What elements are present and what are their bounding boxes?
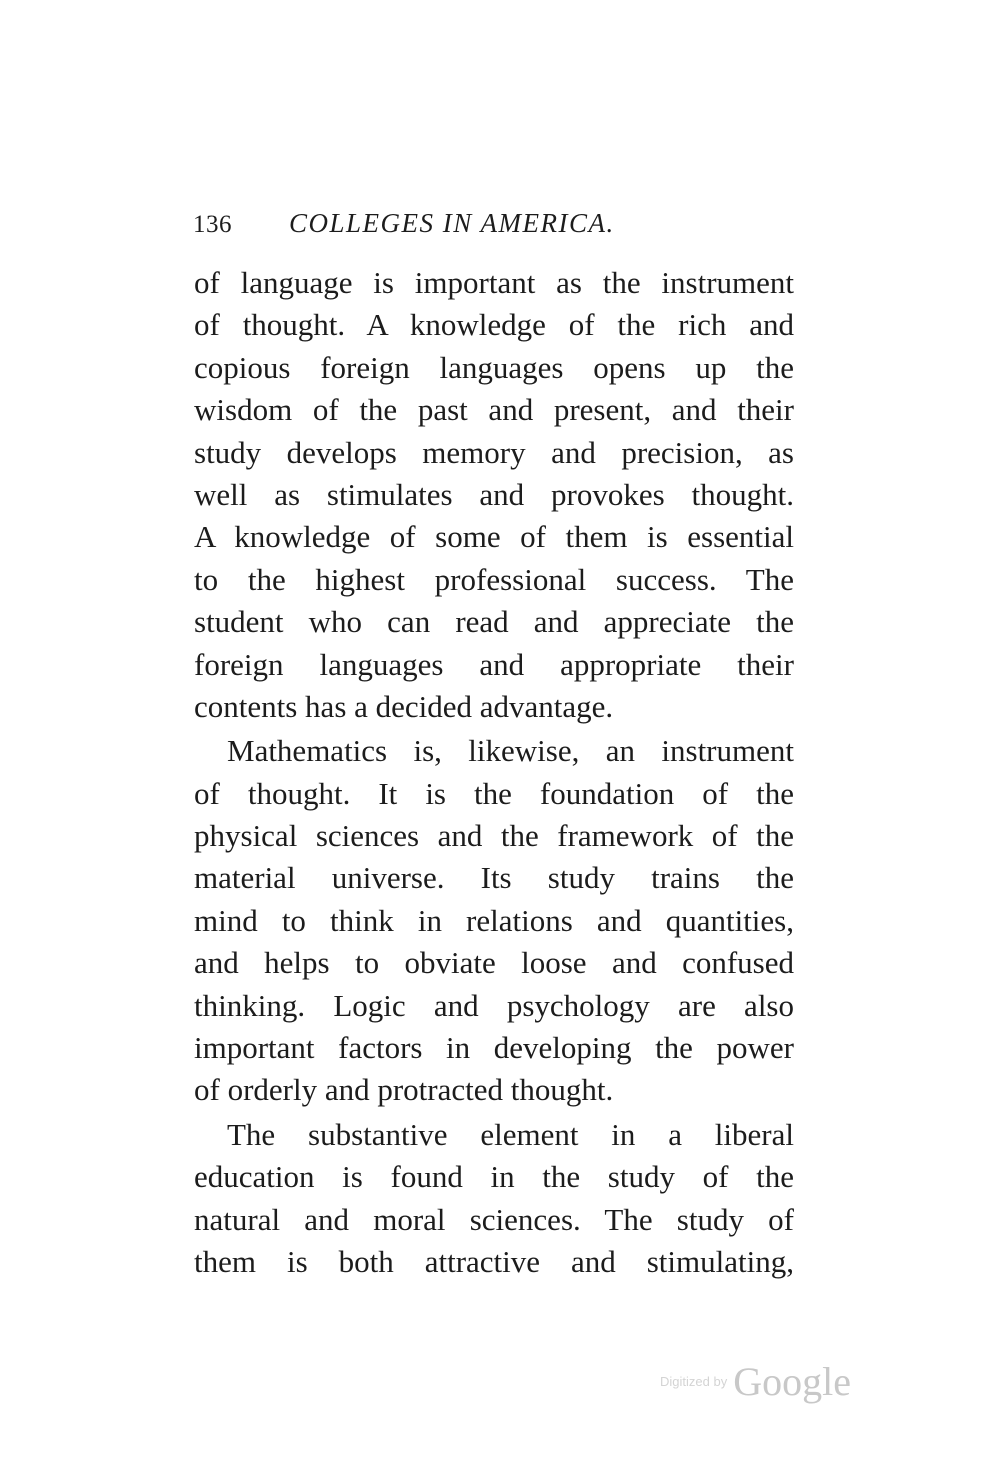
text-line: education is found in the study of the — [194, 1159, 794, 1195]
text-line: material universe. Its study trains the — [194, 860, 794, 896]
paragraph-2 — [194, 730, 794, 1112]
google-logo-text: Google — [733, 1359, 851, 1404]
watermark-prefix: Digitized by — [660, 1374, 728, 1389]
text-line: important factors in developing the power — [194, 1030, 794, 1066]
text-line: study develops memory and precision, as — [194, 434, 794, 470]
text-line: foreign languages and appropriate their — [194, 646, 794, 682]
text-line: The substantive element in a liberal — [227, 1116, 794, 1152]
text-line: to the highest professional success. The — [194, 561, 794, 597]
text-line: student who can read and appreciate the — [194, 604, 794, 640]
text-line: natural and moral sciences. The study of — [194, 1201, 794, 1237]
text-line: physical sciences and the framework of the — [194, 818, 794, 854]
text-line: Mathematics is, likewise, an instrument — [227, 733, 794, 769]
text-line: contents has a decided advantage. — [194, 688, 614, 724]
text-line: of thought. A knowledge of the rich and — [194, 307, 794, 343]
text-line: and helps to obviate loose and confused — [194, 945, 794, 981]
page-number: 136 — [193, 211, 232, 238]
body-text — [194, 262, 794, 1283]
text-line: them is both attractive and stimulating, — [194, 1243, 794, 1279]
paragraph-1 — [194, 262, 794, 728]
text-line: of orderly and protracted thought. — [194, 1072, 614, 1108]
text-line: thinking. Logic and psychology are also — [194, 987, 794, 1023]
text-line: A knowledge of some of them is essential — [194, 519, 794, 555]
running-head — [193, 203, 793, 243]
text-line: copious foreign languages opens up the — [194, 349, 794, 385]
digitized-by-google-watermark — [660, 1358, 860, 1418]
text-line: of thought. It is the foundation of the — [194, 775, 794, 811]
text-line: mind to think in relations and quantities, — [194, 902, 794, 938]
text-line: of language is important as the instrument — [194, 265, 794, 300]
paragraph-3 — [194, 1114, 794, 1284]
text-line: wisdom of the past and present, and their — [194, 392, 794, 428]
text-line: well as stimulates and provokes thought. — [194, 476, 794, 512]
running-title: COLLEGES IN AMERICA. — [289, 208, 615, 238]
